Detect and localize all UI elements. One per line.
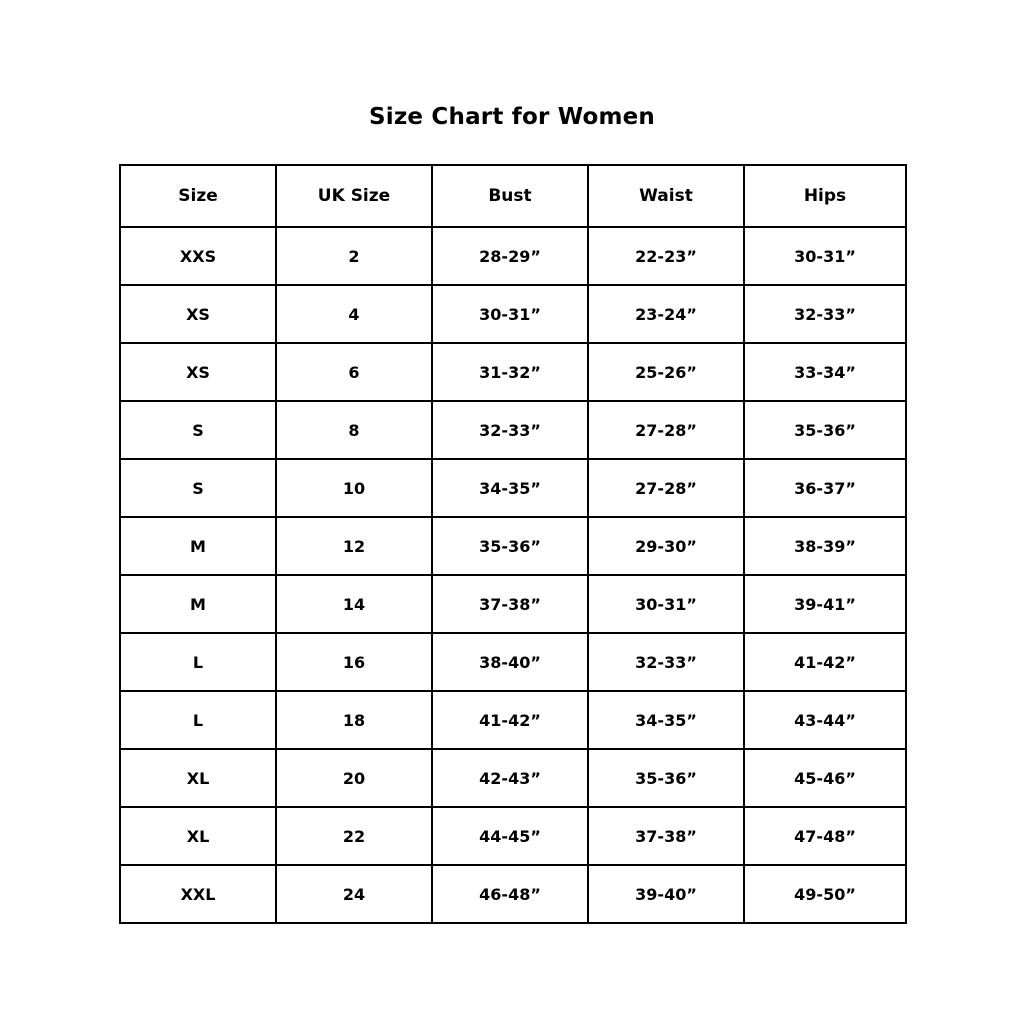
column-header-waist: Waist (588, 165, 744, 227)
cell-waist: 30-31” (588, 575, 744, 633)
size-chart-table-container (119, 164, 905, 924)
table-row (120, 865, 906, 923)
table-header (120, 165, 906, 227)
cell-bust: 34-35” (432, 459, 588, 517)
table-header-row (120, 165, 906, 227)
cell-hips: 38-39” (744, 517, 906, 575)
cell-bust: 38-40” (432, 633, 588, 691)
table-row (120, 343, 906, 401)
cell-uk: 22 (276, 807, 432, 865)
cell-size: XS (120, 285, 276, 343)
cell-bust: 28-29” (432, 227, 588, 285)
table-row (120, 807, 906, 865)
cell-hips: 45-46” (744, 749, 906, 807)
cell-waist: 22-23” (588, 227, 744, 285)
cell-bust: 46-48” (432, 865, 588, 923)
cell-waist: 32-33” (588, 633, 744, 691)
cell-size: XL (120, 807, 276, 865)
column-header-bust: Bust (432, 165, 588, 227)
cell-size: L (120, 691, 276, 749)
cell-hips: 47-48” (744, 807, 906, 865)
table-row (120, 749, 906, 807)
cell-size: S (120, 401, 276, 459)
cell-uk: 20 (276, 749, 432, 807)
cell-uk: 18 (276, 691, 432, 749)
cell-uk: 8 (276, 401, 432, 459)
cell-uk: 16 (276, 633, 432, 691)
cell-waist: 34-35” (588, 691, 744, 749)
cell-hips: 43-44” (744, 691, 906, 749)
cell-bust: 30-31” (432, 285, 588, 343)
cell-size: M (120, 575, 276, 633)
cell-size: XS (120, 343, 276, 401)
cell-bust: 37-38” (432, 575, 588, 633)
cell-hips: 36-37” (744, 459, 906, 517)
size-chart-table (119, 164, 907, 924)
table-row (120, 285, 906, 343)
cell-size: M (120, 517, 276, 575)
cell-waist: 39-40” (588, 865, 744, 923)
cell-uk: 12 (276, 517, 432, 575)
cell-waist: 29-30” (588, 517, 744, 575)
page-title: Size Chart for Women (368, 104, 655, 130)
cell-hips: 39-41” (744, 575, 906, 633)
cell-hips: 32-33” (744, 285, 906, 343)
table-row (120, 401, 906, 459)
cell-size: XXS (120, 227, 276, 285)
cell-bust: 44-45” (432, 807, 588, 865)
column-header-uk-size: UK Size (276, 165, 432, 227)
cell-uk: 14 (276, 575, 432, 633)
cell-uk: 10 (276, 459, 432, 517)
cell-bust: 41-42” (432, 691, 588, 749)
cell-uk: 6 (276, 343, 432, 401)
cell-size: L (120, 633, 276, 691)
table-row (120, 227, 906, 285)
table-row (120, 459, 906, 517)
cell-waist: 25-26” (588, 343, 744, 401)
cell-hips: 49-50” (744, 865, 906, 923)
column-header-size: Size (120, 165, 276, 227)
cell-uk: 2 (276, 227, 432, 285)
cell-uk: 4 (276, 285, 432, 343)
cell-bust: 35-36” (432, 517, 588, 575)
cell-size: S (120, 459, 276, 517)
table-row (120, 575, 906, 633)
cell-waist: 35-36” (588, 749, 744, 807)
cell-size: XXL (120, 865, 276, 923)
cell-hips: 30-31” (744, 227, 906, 285)
cell-waist: 37-38” (588, 807, 744, 865)
cell-hips: 35-36” (744, 401, 906, 459)
cell-hips: 33-34” (744, 343, 906, 401)
cell-waist: 23-24” (588, 285, 744, 343)
cell-bust: 42-43” (432, 749, 588, 807)
cell-hips: 41-42” (744, 633, 906, 691)
cell-waist: 27-28” (588, 401, 744, 459)
cell-size: XL (120, 749, 276, 807)
cell-bust: 31-32” (432, 343, 588, 401)
cell-waist: 27-28” (588, 459, 744, 517)
table-row (120, 691, 906, 749)
table-row (120, 633, 906, 691)
column-header-hips: Hips (744, 165, 906, 227)
cell-uk: 24 (276, 865, 432, 923)
cell-bust: 32-33” (432, 401, 588, 459)
table-body (120, 227, 906, 923)
table-row (120, 517, 906, 575)
